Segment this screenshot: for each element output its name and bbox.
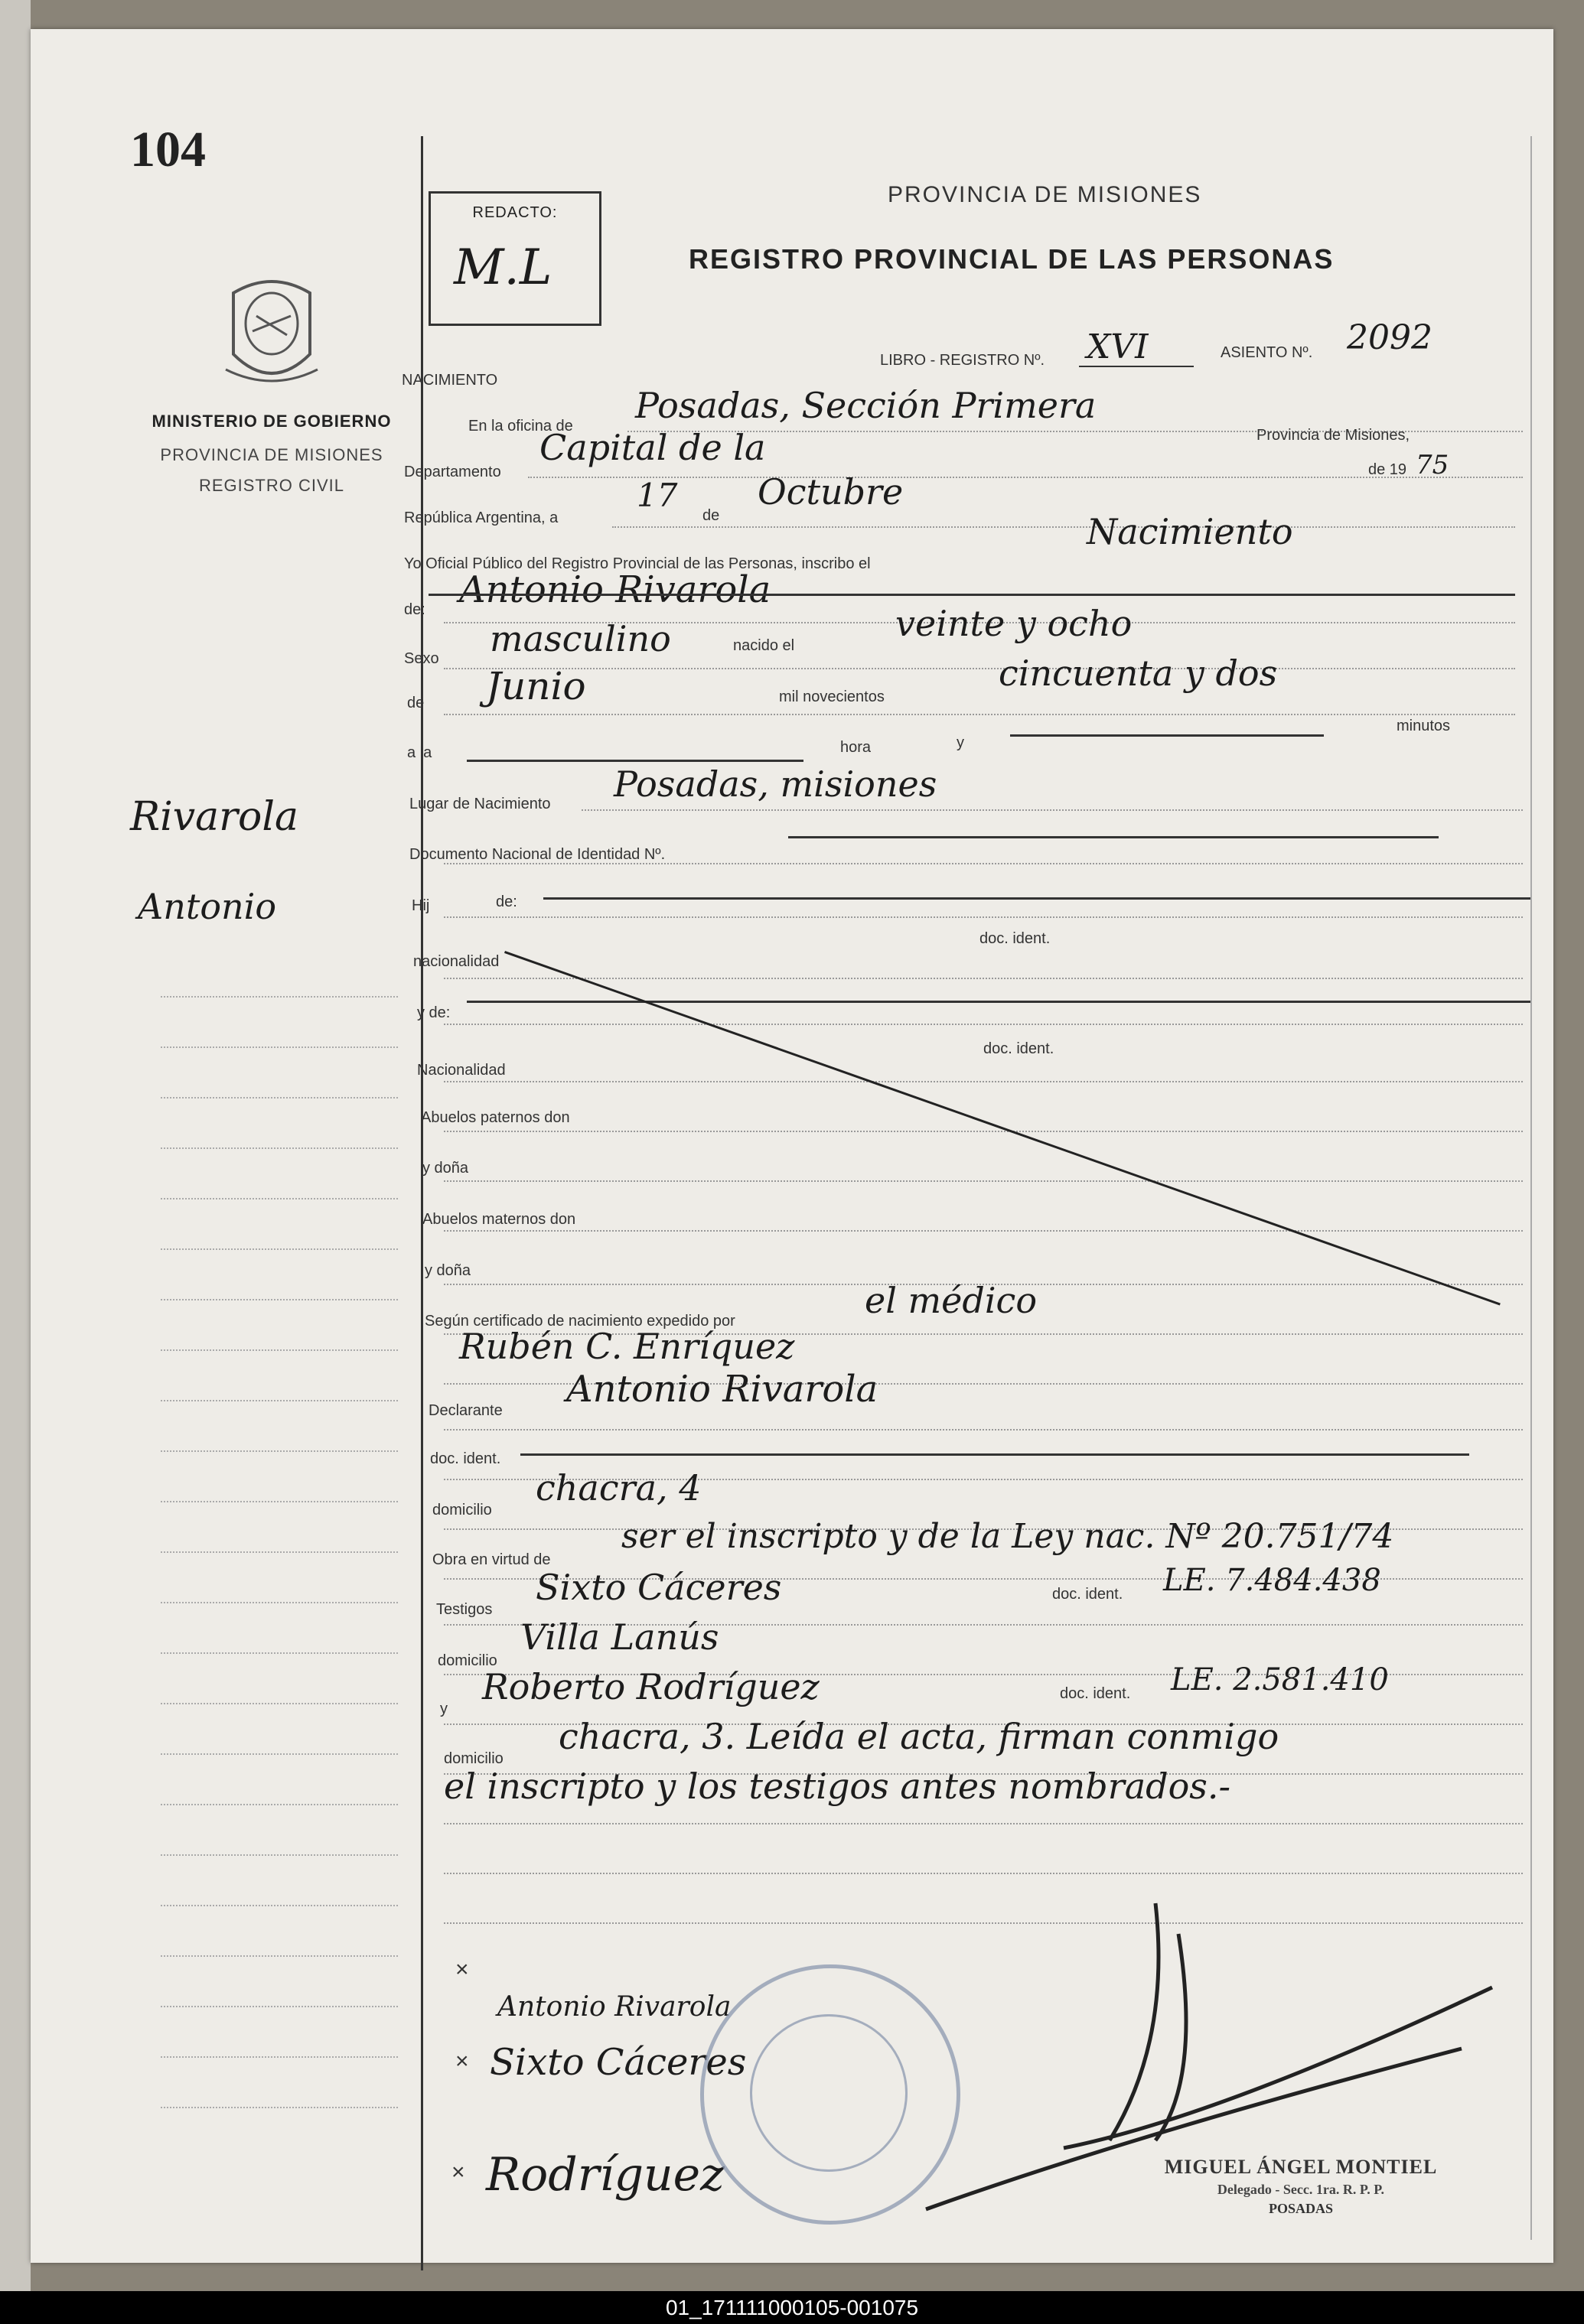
testigo1-doc: LE. 7.484.438: [1163, 1563, 1381, 1598]
year-label: de 19: [1368, 461, 1407, 478]
lugar-value: Posadas, misiones: [614, 763, 937, 805]
official-name: MIGUEL ÁNGEL MONTIEL: [1164, 2156, 1438, 2178]
official-city: POSADAS: [1268, 2201, 1333, 2216]
margin-rule: [421, 136, 423, 2270]
ministry-block: [145, 412, 398, 496]
asiento-label: ASIENTO Nº.: [1221, 344, 1313, 361]
ministry-province: PROVINCIA DE MISIONES: [160, 445, 383, 464]
hora-label: hora: [840, 739, 872, 756]
nacionalidad-label: nacionalidad: [413, 953, 500, 970]
oficial-label: Yo Oficial Público del Registro Provincial de las Personas, inscribo el: [404, 555, 871, 572]
declarante-label: Declarante: [429, 1402, 503, 1419]
doc-ident5-label: doc. ident.: [1060, 1685, 1131, 1702]
signature-inscripto: Antonio Rivarola: [497, 1991, 732, 2023]
redacto-box: [429, 191, 601, 326]
libro-value: XVI: [1087, 327, 1149, 366]
domicilio2-label: domicilio: [438, 1652, 497, 1669]
y-dona2-label: y doña: [425, 1262, 471, 1279]
asiento-value: 2092: [1347, 318, 1432, 357]
right-rule: [1530, 136, 1532, 2240]
redacto-label: REDACTO:: [472, 204, 558, 221]
doc-ident-label: doc. ident.: [979, 930, 1051, 947]
margin-ruled-lines: [161, 947, 398, 2108]
year-value: 75: [1416, 450, 1449, 480]
de2-label: de: [407, 695, 425, 711]
folio-number: 104: [130, 122, 206, 177]
closing-value: el inscripto y los testigos antes nombrados.-: [444, 1766, 1231, 1807]
lugar-label: Lugar de Nacimiento: [409, 796, 551, 812]
coat-of-arms-emblem: [218, 270, 325, 392]
doc-ident3-label: doc. ident.: [430, 1450, 501, 1467]
abuelos-pat-label: Abuelos paternos don: [421, 1109, 570, 1126]
testigos-label: Testigos: [436, 1601, 493, 1618]
ministry-title: MINISTERIO DE GOBIERNO: [152, 412, 392, 431]
y-de-label: y de:: [417, 1004, 451, 1021]
obra-label: Obra en virtud de: [432, 1551, 551, 1568]
abuelos-mat-label: Abuelos maternos don: [422, 1211, 576, 1228]
provincia-label: Provincia de Misiones,: [1256, 427, 1410, 444]
nacionalidad2-label: Nacionalidad: [417, 1062, 506, 1079]
person-value: Antonio Rivarola: [459, 568, 771, 611]
doc-ident2-label: doc. ident.: [983, 1040, 1054, 1057]
hij-label: Hij: [412, 897, 430, 914]
dni-label: Documento Nacional de Identidad Nº.: [409, 846, 666, 863]
nacido-label: nacido el: [733, 637, 795, 654]
official-signature-block: [1117, 2156, 1485, 2217]
cancellation-line: [504, 951, 1501, 1305]
y-dona-label: y doña: [422, 1160, 469, 1177]
hij-de-label: de:: [496, 893, 517, 910]
de-person-label: de:: [404, 601, 425, 618]
republica-label: República Argentina, a: [404, 509, 559, 526]
sig1-mark: ×: [455, 1957, 469, 1982]
y2-label: y: [440, 1701, 448, 1717]
oficina-label: En la oficina de: [468, 418, 573, 435]
certificado-value2: Rubén C. Enríquez: [459, 1326, 795, 1367]
departamento-label: Departamento: [404, 464, 501, 480]
signature-testigo1: Sixto Cáceres: [490, 2041, 747, 2084]
minutos-label: minutos: [1397, 718, 1451, 734]
domicilio-label: domicilio: [432, 1502, 492, 1518]
domicilio3-label: domicilio: [444, 1750, 504, 1767]
testigo1-value: Sixto Cáceres: [536, 1567, 782, 1608]
obra-value: ser el inscripto y de la Ley nac. Nº 20.751/74: [621, 1517, 1394, 1556]
de-label: de: [702, 507, 720, 524]
month-value: Octubre: [758, 471, 904, 513]
day-value: 17: [637, 477, 678, 514]
certificado-label: Según certificado de nacimiento expedido por: [425, 1313, 735, 1330]
binder-edge: [0, 0, 31, 2295]
sexo-value: masculino: [490, 618, 671, 659]
testigo2-doc: LE. 2.581.410: [1171, 1662, 1389, 1697]
domicilio2-value: Villa Lanús: [520, 1616, 719, 1658]
margin-given-name: Antonio: [138, 886, 277, 927]
departamento-value: Capital de la: [539, 427, 766, 468]
certificado-value: el médico: [865, 1280, 1038, 1321]
ministry-registry: REGISTRO CIVIL: [198, 476, 345, 495]
registry-page: [31, 29, 1553, 2263]
oficina-value: Posadas, Sección Primera: [635, 385, 1097, 426]
registry-title: REGISTRO PROVINCIAL DE LAS PERSONAS: [689, 243, 1335, 275]
image-caption: 01_171111000105-001075: [0, 2291, 1584, 2324]
act-type-label: NACIMIENTO: [402, 372, 498, 389]
redacto-initials: M.L: [454, 239, 552, 296]
sig3-mark: ×: [451, 2160, 465, 2185]
birth-month-value: Junio: [486, 664, 586, 708]
domicilio-value: chacra, 4: [536, 1467, 702, 1509]
birth-year-value: cincuenta y dos: [999, 653, 1278, 694]
y-label: y: [957, 734, 964, 751]
nacido-value: veinte y ocho: [895, 603, 1133, 644]
margin-surname: Rivarola: [130, 794, 298, 840]
official-role: Delegado - Secc. 1ra. R. P. P.: [1217, 2182, 1385, 2197]
sexo-label: Sexo: [404, 650, 439, 667]
province-title: PROVINCIA DE MISIONES: [888, 182, 1202, 207]
oficial-value: Nacimiento: [1087, 511, 1293, 552]
declarante-value: Antonio Rivarola: [566, 1368, 878, 1411]
domicilio3-value: chacra, 3. Leída el acta, firman conmigo: [559, 1716, 1279, 1757]
testigo2-value: Roberto Rodríguez: [482, 1666, 820, 1707]
mil-label: mil novecientos: [779, 688, 885, 705]
signature-testigo2: Rodríguez: [486, 2148, 725, 2202]
sig2-mark: ×: [455, 2049, 469, 2074]
doc-ident4-label: doc. ident.: [1052, 1586, 1123, 1603]
a-la-label: a la: [407, 744, 432, 761]
libro-label: LIBRO - REGISTRO Nº.: [880, 352, 1045, 369]
